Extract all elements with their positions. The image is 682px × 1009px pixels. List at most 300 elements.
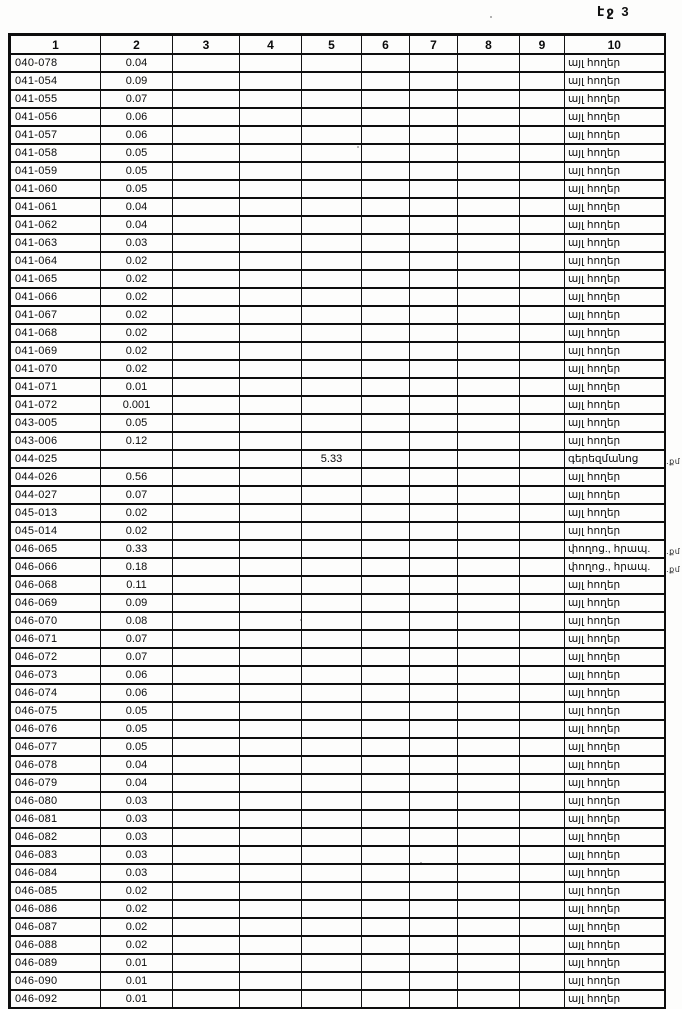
cell-col5-value (302, 108, 362, 126)
cell-land-type-text: այլ հողեր (568, 75, 621, 87)
cell-empty (410, 504, 458, 522)
cell-empty (520, 396, 565, 414)
cell-parcel-code: 046-066 (10, 558, 101, 576)
cell-empty (240, 648, 302, 666)
cell-empty (240, 810, 302, 828)
cell-parcel-code: 046-090 (10, 972, 101, 990)
cell-empty (410, 990, 458, 1009)
cell-parcel-code: 046-070 (10, 612, 101, 630)
cell-empty (458, 90, 520, 108)
cell-land-type (565, 252, 665, 270)
table-row (10, 972, 665, 990)
cell-empty (458, 702, 520, 720)
cell-empty (410, 468, 458, 486)
cell-empty (520, 666, 565, 684)
cell-empty (520, 684, 565, 702)
cell-parcel-code: 041-067 (10, 306, 101, 324)
cell-empty (410, 324, 458, 342)
cell-empty (173, 774, 240, 792)
cell-land-type-text: այլ հողեր (568, 183, 621, 195)
cell-area-value: 0.12 (101, 432, 173, 450)
cell-area-value: 0.08 (101, 612, 173, 630)
table-row (10, 576, 665, 594)
cell-empty (410, 684, 458, 702)
cell-empty (520, 540, 565, 558)
cell-empty (240, 198, 302, 216)
cell-land-type-text: այլ հողեր (568, 237, 621, 249)
cell-land-type (565, 396, 665, 414)
cell-empty (173, 432, 240, 450)
cell-land-type (565, 216, 665, 234)
cell-parcel-code: 041-058 (10, 144, 101, 162)
cell-area-value: 0.02 (101, 936, 173, 954)
cell-empty (240, 288, 302, 306)
cell-parcel-code: 041-059 (10, 162, 101, 180)
cell-area-value: 0.07 (101, 486, 173, 504)
cell-empty (520, 234, 565, 252)
cell-empty (173, 738, 240, 756)
cell-empty (240, 774, 302, 792)
cell-empty (520, 720, 565, 738)
cell-empty (173, 288, 240, 306)
cell-parcel-code: 046-081 (10, 810, 101, 828)
cell-empty (362, 324, 410, 342)
cell-empty (410, 144, 458, 162)
cell-empty (458, 522, 520, 540)
cell-col5-value (302, 594, 362, 612)
cell-area-value: 0.06 (101, 684, 173, 702)
cell-land-type (565, 882, 665, 900)
land-parcel-table (8, 33, 681, 1009)
cell-land-type-text: այլ հողեր (568, 435, 621, 447)
cell-land-type (565, 198, 665, 216)
cell-land-type (565, 810, 665, 828)
cell-empty (240, 846, 302, 864)
table-row (10, 108, 665, 126)
cell-empty (240, 180, 302, 198)
cell-empty (520, 954, 565, 972)
cell-land-type (565, 486, 665, 504)
cell-land-type-text: այլ հողեր (568, 993, 621, 1005)
cell-empty (458, 234, 520, 252)
cell-col5-value (302, 990, 362, 1009)
cell-empty (173, 684, 240, 702)
cell-land-type-text: այլ հողեր (568, 291, 621, 303)
cell-parcel-code: 046-072 (10, 648, 101, 666)
cell-land-type (565, 864, 665, 882)
cell-empty (520, 630, 565, 648)
cell-empty (410, 738, 458, 756)
cell-col5-value (302, 684, 362, 702)
table-row (10, 648, 665, 666)
cell-empty (520, 828, 565, 846)
cell-area-value: 0.03 (101, 846, 173, 864)
cell-empty (458, 558, 520, 576)
cell-empty (362, 126, 410, 144)
cell-land-type (565, 378, 665, 396)
table-row (10, 828, 665, 846)
cell-empty (458, 972, 520, 990)
cell-col5-value (302, 504, 362, 522)
cell-land-type-text: այլ հողեր (568, 687, 621, 699)
cell-parcel-code: 046-088 (10, 936, 101, 954)
column-header: 4 (240, 35, 302, 55)
table-row (10, 342, 665, 360)
cell-parcel-code: 046-065 (10, 540, 101, 558)
cell-empty (240, 432, 302, 450)
cell-land-type-text: այլ հողեր (568, 867, 621, 879)
cell-empty (410, 810, 458, 828)
cell-parcel-code: 046-069 (10, 594, 101, 612)
cell-empty (240, 954, 302, 972)
cell-col5-value (302, 414, 362, 432)
cell-empty (410, 414, 458, 432)
cell-parcel-code: 041-063 (10, 234, 101, 252)
cell-empty (410, 864, 458, 882)
table-row (10, 990, 665, 1009)
cell-parcel-code: 046-075 (10, 702, 101, 720)
cell-area-value: 0.04 (101, 198, 173, 216)
cell-empty (362, 756, 410, 774)
cell-area-value: 0.05 (101, 144, 173, 162)
cell-land-type-text: այլ հողեր (568, 795, 621, 807)
cell-empty (520, 990, 565, 1009)
cell-empty (240, 216, 302, 234)
table-row (10, 774, 665, 792)
cell-col5-value (302, 630, 362, 648)
cell-empty (410, 270, 458, 288)
cell-empty (520, 486, 565, 504)
cell-empty (520, 846, 565, 864)
cell-land-type (565, 360, 665, 378)
cell-col5-value (302, 702, 362, 720)
cell-land-type (565, 234, 665, 252)
cell-empty (362, 54, 410, 72)
cell-land-type (565, 936, 665, 954)
cell-empty (410, 846, 458, 864)
table-row (10, 918, 665, 936)
cell-area-value: 0.03 (101, 828, 173, 846)
cell-parcel-code: 041-054 (10, 72, 101, 90)
cell-land-type-text: այլ հողեր (568, 705, 621, 717)
cell-empty (458, 756, 520, 774)
cell-col5-value (302, 882, 362, 900)
cell-empty (173, 576, 240, 594)
cell-land-type-text: այլ հողեր (568, 939, 621, 951)
cell-empty (410, 900, 458, 918)
cell-empty (362, 810, 410, 828)
cell-area-value: 0.01 (101, 990, 173, 1009)
cell-empty (362, 684, 410, 702)
cell-empty (240, 630, 302, 648)
cell-empty (520, 324, 565, 342)
cell-land-type-text: այլ հողեր (568, 579, 621, 591)
cell-empty (240, 162, 302, 180)
cell-empty (362, 666, 410, 684)
table-row (10, 504, 665, 522)
cell-land-type (565, 594, 665, 612)
cell-empty (410, 882, 458, 900)
cell-empty (240, 936, 302, 954)
cell-empty (362, 864, 410, 882)
cell-area-value: 0.02 (101, 324, 173, 342)
cell-empty (240, 594, 302, 612)
cell-parcel-code: 046-068 (10, 576, 101, 594)
cell-empty (240, 324, 302, 342)
cell-land-type (565, 108, 665, 126)
cell-empty (458, 414, 520, 432)
cell-empty (362, 630, 410, 648)
cell-empty (410, 972, 458, 990)
cell-empty (240, 450, 302, 468)
cell-empty (240, 486, 302, 504)
cell-parcel-code: 046-077 (10, 738, 101, 756)
cell-empty (458, 666, 520, 684)
cell-parcel-code: 046-086 (10, 900, 101, 918)
cell-empty (458, 288, 520, 306)
cell-land-type (565, 450, 681, 468)
cell-empty (173, 990, 240, 1009)
cell-empty (458, 108, 520, 126)
cell-land-type-text: այլ հողեր (568, 219, 621, 231)
cell-empty (240, 144, 302, 162)
cell-parcel-code: 040-078 (10, 54, 101, 72)
column-header: 6 (362, 35, 410, 55)
table-row (10, 558, 665, 576)
cell-empty (520, 270, 565, 288)
cell-land-type-text: այլ հողեր (568, 507, 621, 519)
cell-empty (240, 756, 302, 774)
cell-empty (362, 450, 410, 468)
cell-empty (458, 378, 520, 396)
cell-land-type (565, 468, 665, 486)
cell-empty (520, 288, 565, 306)
cell-empty (458, 738, 520, 756)
cell-empty (458, 828, 520, 846)
cell-col5-value: 5.33 (302, 450, 362, 468)
cell-land-type (565, 846, 665, 864)
cell-empty (173, 648, 240, 666)
cell-land-type (565, 720, 665, 738)
cell-land-type-text: այլ հողեր (568, 57, 621, 69)
table-row (10, 756, 665, 774)
cell-empty (240, 702, 302, 720)
cell-empty (458, 144, 520, 162)
column-header: 1 (10, 35, 101, 55)
cell-empty (173, 216, 240, 234)
cell-empty (520, 306, 565, 324)
cell-empty (362, 774, 410, 792)
cell-empty (362, 900, 410, 918)
cell-empty (173, 360, 240, 378)
cell-parcel-code: 041-070 (10, 360, 101, 378)
cell-empty (458, 216, 520, 234)
cell-empty (458, 918, 520, 936)
cell-empty (410, 432, 458, 450)
cell-col5-value (302, 936, 362, 954)
cell-empty (520, 936, 565, 954)
cell-land-type (565, 90, 665, 108)
cell-empty (173, 126, 240, 144)
table-row (10, 684, 665, 702)
cell-empty (458, 306, 520, 324)
cell-col5-value (302, 342, 362, 360)
table-row (10, 612, 665, 630)
cell-col5-value (302, 162, 362, 180)
cell-land-type-text: այլ հողեր (568, 165, 621, 177)
cell-empty (520, 162, 565, 180)
cell-col5-value (302, 558, 362, 576)
cell-land-type-text: այլ հողեր (568, 201, 621, 213)
cell-land-type-text: այլ հողեր (568, 759, 621, 771)
cell-empty (410, 828, 458, 846)
cell-empty (173, 468, 240, 486)
cell-empty (362, 558, 410, 576)
cell-empty (240, 684, 302, 702)
table-row (10, 396, 665, 414)
cell-empty (458, 648, 520, 666)
cell-land-type-text: այլ հողեր (568, 957, 621, 969)
cell-empty (362, 882, 410, 900)
cell-empty (362, 612, 410, 630)
cell-empty (240, 864, 302, 882)
column-header: 9 (520, 35, 565, 55)
cell-col5-value (302, 144, 362, 162)
cell-area-value: 0.02 (101, 306, 173, 324)
cell-empty (173, 54, 240, 72)
cell-empty (458, 270, 520, 288)
cell-land-type (565, 558, 681, 576)
cell-area-value: 0.04 (101, 54, 173, 72)
cell-parcel-code: 046-087 (10, 918, 101, 936)
cell-col5-value (302, 288, 362, 306)
cell-parcel-code: 045-014 (10, 522, 101, 540)
cell-area-value: 0.02 (101, 288, 173, 306)
table-row (10, 594, 665, 612)
cell-empty (240, 918, 302, 936)
cell-empty (240, 360, 302, 378)
cell-empty (362, 828, 410, 846)
cell-empty (458, 630, 520, 648)
cell-empty (520, 432, 565, 450)
table-row (10, 810, 665, 828)
cell-empty (362, 594, 410, 612)
cell-empty (173, 702, 240, 720)
cell-land-type-text: այլ հողեր (568, 849, 621, 861)
margin-note: ․քմ (666, 547, 681, 556)
column-header: 10 (565, 35, 665, 55)
cell-empty (410, 342, 458, 360)
cell-empty (410, 180, 458, 198)
cell-land-type (565, 54, 665, 72)
cell-empty (173, 810, 240, 828)
cell-land-type (565, 522, 665, 540)
cell-empty (240, 378, 302, 396)
column-header: 3 (173, 35, 240, 55)
cell-col5-value (302, 468, 362, 486)
cell-parcel-code: 046-083 (10, 846, 101, 864)
cell-col5-value (302, 648, 362, 666)
cell-area-value: 0.05 (101, 702, 173, 720)
cell-parcel-code: 041-069 (10, 342, 101, 360)
cell-empty (173, 108, 240, 126)
cell-empty (520, 450, 565, 468)
cell-land-type-text: այլ հողեր (568, 273, 621, 285)
cell-empty (458, 900, 520, 918)
table-row (10, 54, 665, 72)
cell-empty (410, 666, 458, 684)
cell-col5-value (302, 522, 362, 540)
cell-empty (173, 72, 240, 90)
cell-empty (410, 234, 458, 252)
table-row (10, 306, 665, 324)
table-row (10, 882, 665, 900)
cell-col5-value (302, 666, 362, 684)
cell-empty (458, 990, 520, 1009)
cell-empty (173, 666, 240, 684)
cell-empty (173, 342, 240, 360)
table-row (10, 126, 665, 144)
cell-empty (173, 234, 240, 252)
cell-empty (458, 792, 520, 810)
cell-parcel-code: 045-013 (10, 504, 101, 522)
table-row (10, 666, 665, 684)
cell-land-type-text: այլ հողեր (568, 345, 621, 357)
cell-empty (410, 702, 458, 720)
cell-empty (410, 108, 458, 126)
cell-empty (362, 252, 410, 270)
cell-area-value: 0.02 (101, 252, 173, 270)
cell-empty (362, 720, 410, 738)
cell-land-type-text: այլ հողեր (568, 255, 621, 267)
table-row (10, 540, 665, 558)
cell-land-type-text: այլ հողեր (568, 615, 621, 627)
cell-empty (410, 720, 458, 738)
cell-land-type-text: այլ հողեր (568, 417, 621, 429)
cell-empty (520, 108, 565, 126)
table-row (10, 234, 665, 252)
cell-empty (520, 738, 565, 756)
cell-empty (362, 270, 410, 288)
cell-empty (240, 306, 302, 324)
cell-empty (173, 864, 240, 882)
cell-land-type (565, 702, 665, 720)
cell-empty (240, 882, 302, 900)
table-row (10, 936, 665, 954)
table-row (10, 468, 665, 486)
cell-empty (362, 360, 410, 378)
table-row (10, 180, 665, 198)
cell-parcel-code: 046-092 (10, 990, 101, 1009)
cell-empty (520, 468, 565, 486)
cell-empty (362, 396, 410, 414)
cell-empty (362, 954, 410, 972)
cell-empty (240, 126, 302, 144)
cell-col5-value (302, 774, 362, 792)
cell-area-value: 0.01 (101, 954, 173, 972)
cell-parcel-code: 041-061 (10, 198, 101, 216)
table-row (10, 144, 665, 162)
cell-area-value: 0.02 (101, 522, 173, 540)
cell-empty (173, 630, 240, 648)
cell-land-type (565, 144, 665, 162)
cell-empty (520, 558, 565, 576)
cell-empty (240, 504, 302, 522)
cell-area-value: 0.07 (101, 648, 173, 666)
cell-empty (520, 72, 565, 90)
cell-area-value: 0.02 (101, 882, 173, 900)
cell-col5-value (302, 846, 362, 864)
